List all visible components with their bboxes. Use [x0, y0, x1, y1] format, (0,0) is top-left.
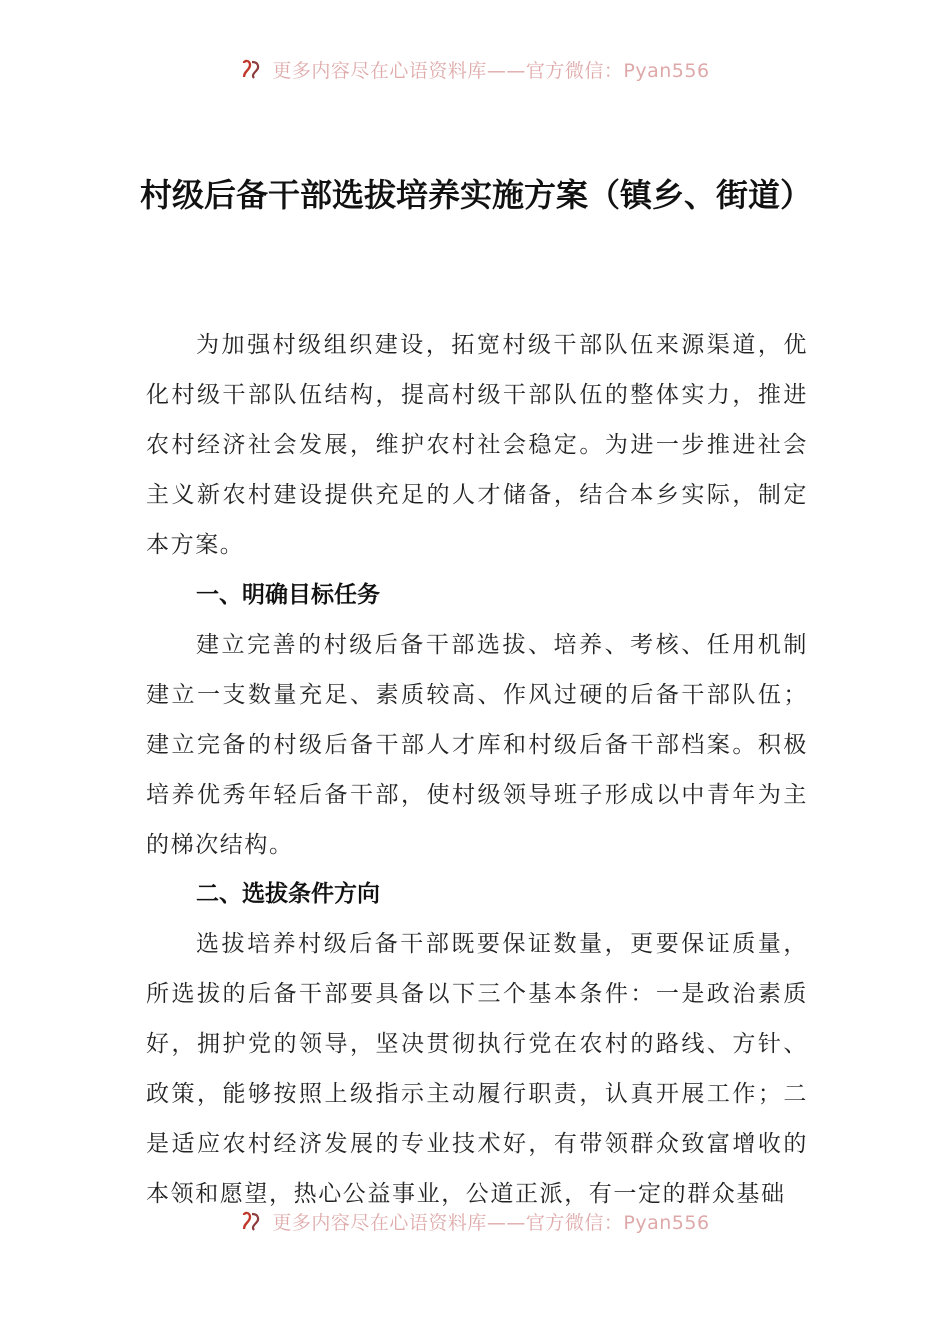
- watermark-logo-icon: [240, 1209, 264, 1233]
- footer-watermark: [0, 1206, 950, 1236]
- section-heading-2: 二、选拔条件方向: [196, 881, 380, 907]
- header-watermark: [0, 54, 950, 84]
- section-body-2: 选拔培养村级后备干部既要保证数量，更要保证质量，所选拔的后备干部要具备以下三个基本条件：一是政治素质好，拥护党的领导，坚决贯彻执行党在农村的路线、方针、政策，能够按照上级指示主动履行职责，认真开展工作；二是适应农村经济发展的专业技术好，有带领群众致富增收的本领和愿望，热心公益事业，公道正派，有一定的群众基础: [146, 931, 808, 1207]
- watermark-logo-icon: [240, 57, 264, 81]
- document-title: 村级后备干部选拔培养实施方案（镇乡、街道）: [140, 176, 813, 214]
- section-body-1: 建立完善的村级后备干部选拔、培养、考核、任用机制建立一支数量充足、素质较高、作风过硬的后备干部队伍；建立完备的村级后备干部人才库和村级后备干部档案。积极培养优秀年轻后备干部，使村级领导班子形成以中青年为主的梯次结构。: [146, 632, 808, 858]
- watermark-text: 更多内容尽在心语资料库——官方微信：Pyan556: [272, 59, 710, 82]
- intro-paragraph: 为加强村级组织建设，拓宽村级干部队伍来源渠道，优化村级干部队伍结构，提高村级干部队伍的整体实力，推进农村经济社会发展，维护农村社会稳定。为进一步推进社会主义新农村建设提供充足的人才储备，结合本乡实际，制定本方案。: [146, 332, 808, 558]
- section-heading-1: 一、明确目标任务: [196, 582, 380, 608]
- watermark-text: 更多内容尽在心语资料库——官方微信：Pyan556: [272, 1211, 710, 1234]
